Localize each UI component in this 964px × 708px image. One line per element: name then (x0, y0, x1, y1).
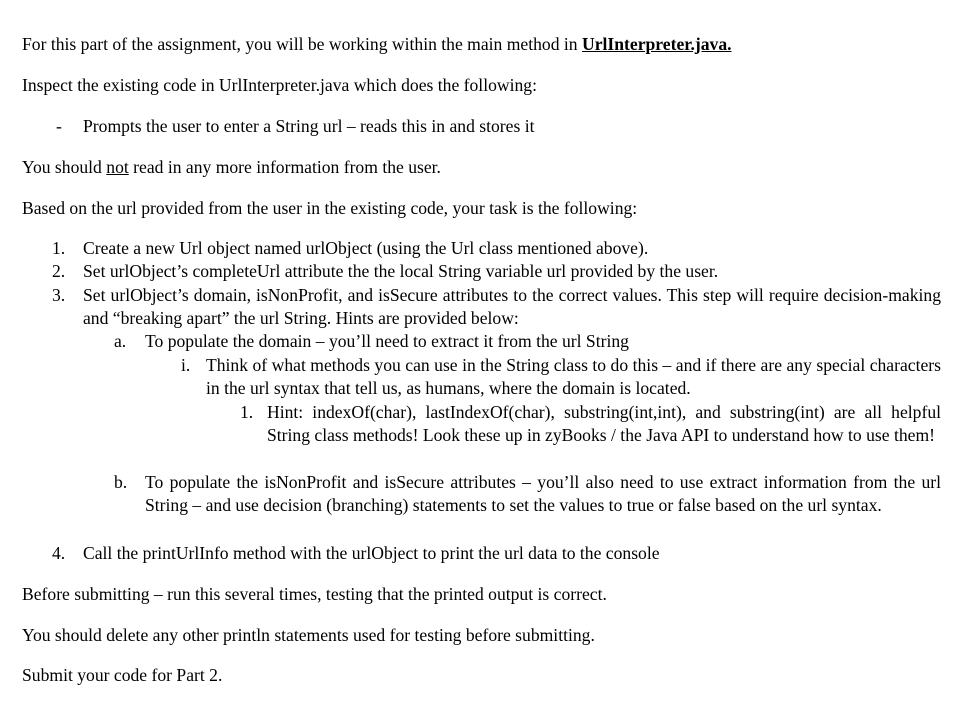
list-marker: 4. (52, 543, 66, 563)
list-item-text: To populate the domain – you’ll need to extract it from the url String (145, 331, 629, 351)
submit-paragraph: Submit your code for Part 2. (22, 665, 223, 685)
intro-filename: UrlInterpreter.java. (582, 34, 732, 54)
intro-paragraph (22, 33, 732, 55)
list-marker: a. (114, 331, 127, 351)
list-item-text: Hint: indexOf(char), lastIndexOf(char), substring(int,int), and substring(int) are all helpful String class methods! Look these up in zyBooks / the Java API to understand how to use them! (267, 402, 941, 445)
list-marker: 3. (52, 285, 66, 305)
list-marker: 2. (52, 261, 66, 281)
list-marker: 1. (52, 238, 66, 258)
list-item-text: Set urlObject’s completeUrl attribute the the local String variable url provided by the user. (83, 261, 719, 281)
dash-marker: - (56, 116, 62, 136)
list-item-text: Create a new Url object named urlObject (using the Url class mentioned above). (83, 238, 649, 258)
no-more-info-paragraph (22, 156, 441, 178)
list-item-text: To populate the isNonProfit and isSecure attributes – you’ll also need to use extract information from the url String – and use decision (branching) statements to set the values to true or false based on the url syntax. (145, 472, 941, 515)
no-more-info-emphasis: not (106, 157, 129, 177)
list-item-text: Think of what methods you can use in the String class to do this – and if there are any special characters in the url syntax that tell us, as humans, where the domain is located. (206, 355, 941, 398)
no-more-info-suffix: read in any more information from the user. (128, 157, 441, 177)
list-marker: b. (114, 472, 128, 492)
list-item-text: Call the printUrlInfo method with the urlObject to print the url data to the console (83, 543, 660, 563)
intro-text: For this part of the assignment, you will be working within the main method in (22, 34, 583, 54)
task-intro-paragraph: Based on the url provided from the user in the existing code, your task is the following: (22, 198, 638, 218)
inspect-paragraph: Inspect the existing code in UrlInterpreter.java which does the following: (22, 75, 537, 95)
existing-code-text: Prompts the user to enter a String url – reads this in and stores it (83, 116, 535, 136)
list-marker: 1. (240, 402, 254, 422)
list-item-text: Set urlObject’s domain, isNonProfit, and isSecure attributes to the correct values. This step will require decision-making and “breaking apart” the url String. Hints are provided below: (83, 285, 941, 328)
no-more-info-prefix: You should (22, 157, 107, 177)
list-marker: i. (181, 355, 191, 375)
delete-println-paragraph: You should delete any other println statements used for testing before submitting. (22, 625, 595, 645)
before-submitting-paragraph: Before submitting – run this several times, testing that the printed output is correct. (22, 584, 607, 604)
